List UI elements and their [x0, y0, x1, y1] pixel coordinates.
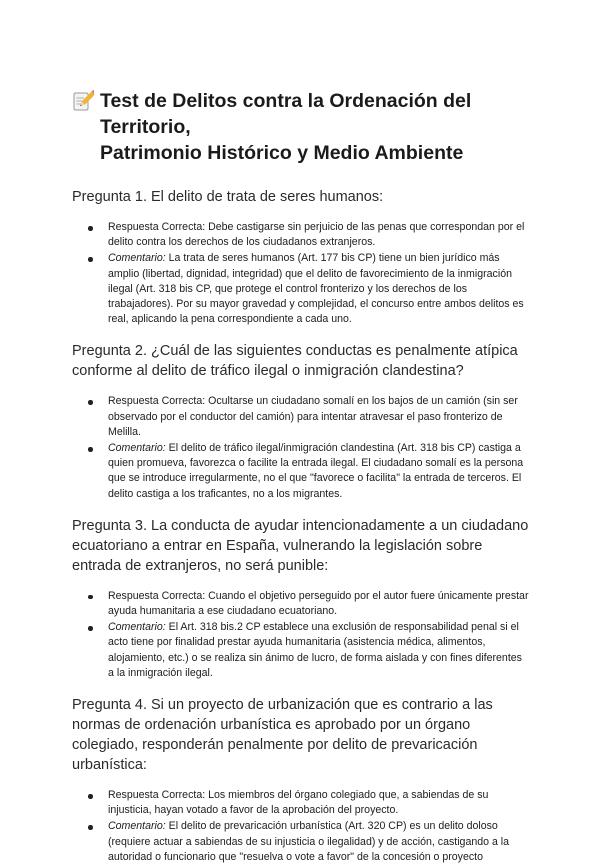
bullet-icon — [88, 226, 93, 231]
answer-label: Respuesta Correcta: — [108, 589, 206, 602]
answer-label: Respuesta Correcta: — [108, 221, 206, 233]
question-1: Pregunta 1. El delito de trata de seres humanos: — [72, 189, 384, 205]
comment-item — [88, 441, 530, 502]
bullet-icon — [88, 447, 93, 452]
answer-item — [88, 220, 530, 250]
bullet-icon — [88, 626, 93, 631]
question-1-list — [72, 220, 530, 327]
question-3: Pregunta 3. La conducta de ayudar intencionadamente a un ciudadano ecuatoriano a entrar en España, vulnerando la legislación sobre entrada de extranjeros, no será punible: — [72, 517, 529, 574]
title-line-1: Test de Delitos contra la Ordenación del Territorio, — [100, 90, 472, 138]
comment-text: El delito de tráfico ilegal/inmigración clandestina (Art. 318 bis CP) castiga a quien promueva, favorezca o facilite la entrada ilegal. El ciudadano somalí es la persona que se introduce irregularmente, no el que "favorece o facilita" la entrada de terceros. El delito castiga a los traficantes, no a los migrantes. — [108, 442, 524, 500]
comment-item — [88, 251, 530, 327]
title-text — [100, 88, 530, 166]
answer-item — [88, 589, 530, 619]
bullet-icon — [88, 400, 93, 405]
comment-item — [88, 620, 530, 681]
question-3-list — [72, 589, 530, 681]
document-title — [72, 88, 530, 166]
comment-text: El Art. 318 bis.2 CP establece una exclusión de responsabilidad penal si el acto tiene por finalidad prestar ayuda humanitaria (asistencia médica, alimentos, alojamiento, etc.) o se realiza sin ánimo de lucro, de forma aislada y con fines diferentes a la inmigración ilegal. — [108, 621, 522, 679]
question-4: Pregunta 4. Si un proyecto de urbanización que es contrario a las normas de ordenación urbanística es aprobado por un órgano colegiado, responderán penalmente por delito de prevaricación urbanística: — [72, 697, 493, 774]
answer-item — [88, 788, 530, 818]
answer-label: Respuesta Correcta: — [108, 395, 206, 408]
answer-text: Ocultarse un ciudadano somalí en los bajos de un camión (sin ser observado por el conductor del camión) para intentar atravesar el paso fronterizo de Melilla. — [108, 395, 518, 438]
question-2-list — [72, 394, 530, 501]
answer-text: Cuando el objetivo perseguido por el autor fuere únicamente prestar ayuda humanitaria a ese ciudadano ecuatoriano. — [108, 589, 529, 618]
question-4-list — [72, 788, 530, 865]
comment-item — [88, 819, 530, 865]
question-2: Pregunta 2. ¿Cuál de las siguientes conductas es penalmente atípica conforme al delito de tráfico ilegal o inmigración clandestina? — [72, 343, 518, 380]
answer-text: Debe castigarse sin perjuicio de las penas que correspondan por el delito contra los derechos de los ciudadanos extranjeros. — [108, 221, 525, 249]
comment-label: Comentario: — [108, 820, 166, 833]
bullet-icon — [88, 825, 93, 830]
answer-text: Los miembros del órgano colegiado que, a sabiendas de su injusticia, hayan votado a favor de la aprobación del proyecto. — [108, 789, 489, 817]
bullet-icon — [88, 794, 93, 799]
answer-label: Respuesta Correcta: — [108, 789, 206, 802]
comment-label: Comentario: — [108, 442, 166, 455]
answer-item — [88, 394, 530, 440]
title-line-2: Patrimonio Histórico y Medio Ambiente — [100, 142, 464, 164]
comment-label: Comentario: — [108, 621, 166, 634]
bullet-icon — [88, 257, 93, 262]
comment-label: Comentario: — [108, 252, 166, 265]
comment-text: El delito de prevaricación urbanística (Art. 320 CP) es un delito doloso (requiere actuar a sabiendas de su injusticia o ilegalidad) y de acción, castigando a la autoridad o funcionario que "resuelva o vote a favor" de la concesión o proyecto — [108, 820, 510, 863]
memo-pencil-icon — [72, 90, 94, 112]
comment-text: La trata de seres humanos (Art. 177 bis CP) tiene un bien jurídico más amplio (libertad, dignidad, integridad) que el delito de favorecimiento de la inmigración ilegal (Art. 318 bis CP, que protege el control fronterizo y los derechos de los trabajadores). Por su mayor gravedad y complejidad, el concurso entre ambos delitos es real, aplicando la pena correspondiente a cada uno. — [108, 252, 524, 326]
bullet-icon — [88, 595, 93, 600]
